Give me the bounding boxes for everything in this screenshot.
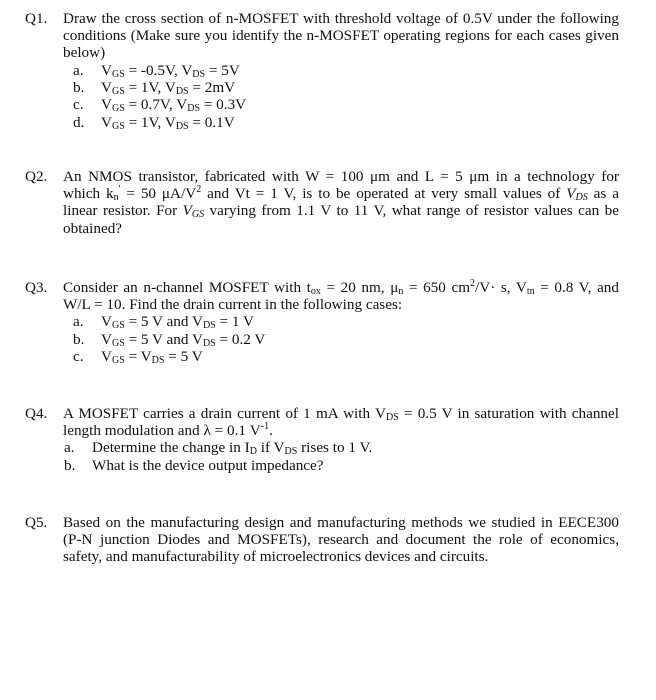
list-item: c. $V_{GS} = 0.7V$, $V_{DS} = 0.3V$: [73, 96, 247, 115]
question-number: Q3.: [25, 279, 48, 296]
text-line: (P-N junction Diodes and MOSFETs), research and document the role of economics,: [63, 531, 619, 549]
question-text: [63, 168, 619, 237]
list-item: b. $V_{GS} = 5$ V and $V_{DS} = 0.2$ V: [73, 330, 266, 349]
text-line: obtained?: [63, 219, 123, 237]
text-line: below): [63, 44, 106, 62]
list-item: d. $V_{GS} = 1V$, $V_{DS} = 0.1V$: [73, 113, 235, 132]
question-number: Q5.: [25, 514, 48, 531]
text-line: Consider an n-channel MOSFET with $t_{ox} = 20$ nm, $\mu_n = 650$ $cm^2/V\cdot s$, $V_{tn} = 0.8$ V, and: [63, 278, 619, 297]
question-number: Q1.: [25, 10, 48, 27]
text-line: An NMOS transistor, fabricated with W = 100 μm and L = 5 μm in a technology for: [63, 168, 619, 185]
list-item: b. $V_{GS} = 1V$, $V_{DS} = 2mV$: [73, 79, 236, 98]
list-item: a. $V_{GS} = 5$ V and $V_{DS} = 1$ V: [73, 313, 254, 332]
question-text: [63, 279, 619, 366]
text-line: Draw the cross section of n-MOSFET with threshold voltage of 0.5V under the following: [63, 10, 619, 27]
text-line: conditions (Make sure you identify the n-MOSFET operating regions for each cases given: [63, 27, 619, 45]
list-item: b. What is the device output impedance?: [64, 456, 324, 474]
text-line: A MOSFET carries a drain current of 1 mA with $V_{DS} = 0.5$ V in saturation with channel: [63, 405, 619, 423]
question-number: Q2.: [25, 168, 48, 185]
question-number: Q4.: [25, 405, 48, 422]
list-item: a. $V_{GS} = -0.5V$, $V_{DS} = 5V$: [73, 61, 240, 80]
text-line: linear resistor. For $V_{GS}$ varying from 1.1 V to 11 V, what range of resistor values can be: [63, 202, 620, 221]
text-line: W/L = 10. Find the drain current in the following cases:: [63, 296, 403, 314]
question-text: [63, 10, 619, 131]
list-item: a. Determine the change in $I_D$ if $V_{DS}$ rises to 1 V.: [64, 439, 373, 458]
text-line: which $k_n' = 50$ $\mu A/V^2$ and Vt = 1 V, is to be operated at very small values of $V_{DS}$ as a: [63, 184, 619, 204]
text-line: Based on the manufacturing design and manufacturing methods we studied in EECE300: [63, 514, 619, 531]
list-item: c. $V_{GS} = V_{DS} = 5$ V: [73, 348, 203, 367]
question-text: [63, 405, 619, 474]
text-line: length modulation and λ = 0.1 $V^{-1}$.: [63, 421, 273, 440]
question-text: [63, 514, 619, 566]
text-line: safety, and manufacturability of microelectronics devices and circuits.: [63, 548, 489, 566]
